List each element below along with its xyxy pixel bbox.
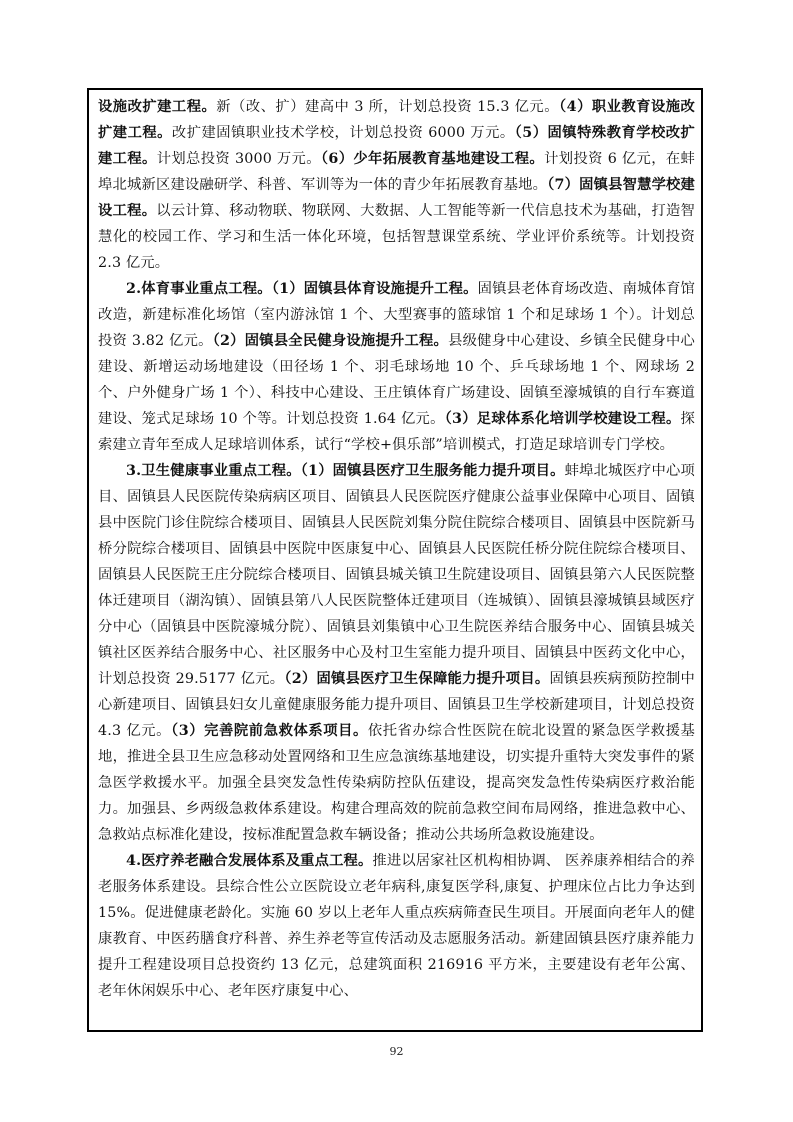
body-text: 县级健身中心建设、乡镇全民健身中心建设、新增运动场地建设（田径场 1 个、羽毛球场地 10 个、乒乓球场地 1 个、网球场 2 个、户外健身广场 1 个）、科技中心建设、王庄镇体育广场建设、固镇至濠城镇的自行车赛道建设、笼式足球场 10 个等。计划总投资 1.64 亿元。 [98,333,695,427]
bold-heading-text: 设施改扩建工程。 [98,99,217,115]
body-text: 计划投资 6 亿元，在蚌埠北城新区建设融研学、科普、军训等为一体的青少年拓展教育基地。 [98,151,695,193]
bold-heading-text: 4.医疗养老融合发展体系及重点工程。 [126,853,373,869]
body-text: 计划总投资 3000 万元。 [156,151,321,167]
bold-heading-text: 3.卫生健康事业重点工程。（1）固镇县医疗卫生服务能力提升项目。 [126,463,565,479]
content-frame [87,88,703,1032]
bold-heading-text: （6）少年拓展教育基地建设工程。 [320,151,545,167]
bold-heading-text: （4）职业教育设施改扩建工程。 [98,99,696,141]
page-number: 92 [389,1045,404,1058]
paragraph-1 [98,94,695,276]
body-text: 以云计算、移动物联、物联网、大数据、人工智能等新一代信息技术为基础，打造智慧化的校园工作、学习和生活一体化环境，包括智慧课堂系统、学业评价系统等。计划投资 2.3 亿元。 [98,203,696,271]
body-text: 探索建立青年至成人足球培训体系，试行“学校+俱乐部”培训模式，打造足球培训专门学校。 [98,411,695,453]
body-text: 推进以居家社区机构相协调、 医养康养相结合的养老服务体系建设。县综合性公立医院设立老年病科,康复医学科,康复、护理床位占比力争达到 15%。促进健康老龄化。实施 60 岁以上老年人重点疾病筛查民生项目。开展面向老年人的健康教育、中医药膳食疗科普、养生养老等宣传活动及志愿服务活动。新建固镇县医疗康养能力提升工程建设项目总投资约 13 亿元，总建筑面积 216916 平方米，主要建设有老年公寓、老年休闲娱乐中心、老年医疗康复中心、 [98,853,695,999]
bold-heading-text: （7）固镇县智慧学校建设工程。 [98,177,695,219]
body-text: 改扩建固镇职业技术学校，计划总投资 6000 万元。 [171,125,515,141]
paragraph-2 [98,276,695,458]
bold-heading-text: （3）完善院前急救体系项目。 [170,723,368,739]
body-text: 蚌埠北城医疗中心项目、固镇县人民医院传染病病区项目、固镇县人民医院医疗健康公益事业保障中心项目、固镇县中医院门诊住院综合楼项目、固镇县人民医院刘集分院住院综合楼项目、固镇县中医院新马桥分院综合楼项目、固镇县中医院中医康复中心、固镇县人民医院任桥分院住院综合楼项目、固镇县人民医院王庄分院综合楼项目、固镇县城关镇卫生院建设项目、固镇县第六人民医院整体迁建项目（湖沟镇）、固镇县第八人民医院整体迁建项目（连城镇）、固镇县濠城镇县域医疗分中心（固镇县中医院濠城分院）、固镇县刘集镇中心卫生院医养结合服务中心、固镇县城关镇社区医养结合服务中心、社区服务中心及村卫生室能力提升项目、固镇县中医药文化中心，计划总投资 29.5177 亿元。 [98,463,695,687]
paragraph-3 [98,458,695,848]
bold-heading-text: （3）足球体系化培训学校建设工程。 [444,411,681,427]
body-text: 依托省办综合性医院在皖北设置的紧急医学救援基地，推进全县卫生应急移动处置网络和卫生应急演练基地建设，切实提升重特大突发事件的紧急医学救援水平。加强全县突发急性传染病防控队伍建设，提高突发急性传染病医疗救治能力。加强县、乡两级急救体系建设。构建合理高效的院前急救空间布局网络，推进急救中心、急救站点标准化建设，按标准配置急救车辆设备；推动公共场所急救设施建设。 [98,723,695,843]
bold-heading-text: 2.体育事业重点工程。（1）固镇县体育设施提升工程。 [126,281,478,297]
paragraph-4 [98,848,695,1004]
bold-heading-text: （2）固镇县医疗卫生保障能力提升项目。 [284,671,550,687]
bold-heading-text: （2）固镇县全民健身设施提升工程。 [212,333,449,349]
document-body [98,94,695,1004]
bold-heading-text: （5）固镇特殊教育学校改扩建工程。 [98,125,696,167]
body-text: 固镇县疾病预防控制中心新建项目、固镇县妇女儿童健康服务能力提升项目、固镇县卫生学校新建项目，计划总投资 4.3 亿元。 [98,671,695,739]
body-text: 新（改、扩）建高中 3 所，计划总投资 15.3 亿元。 [216,99,559,115]
body-text: 固镇县老体育场改造、南城体育馆改造，新建标准化场馆（室内游泳馆 1 个、大型赛事的篮球馆 1 个和足球场 1 个）。计划总投资 3.82 亿元。 [98,281,696,349]
